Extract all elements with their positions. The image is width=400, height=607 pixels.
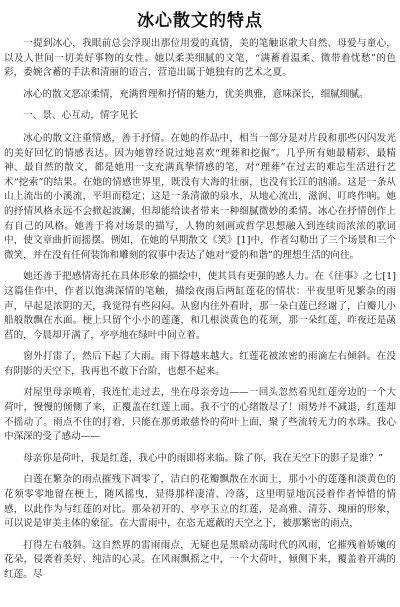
paragraph-quote: 母亲你是荷叶，我是红莲，我心中的雨即将来临。除了你，我在天空下的影子是谁？” — [23, 452, 384, 464]
article-body — [4, 37, 396, 590]
page-title: 冰心散文的特点 — [137, 11, 263, 31]
paragraph-rain: 打得左右攲斜。这自然界的雷雨雨点，无疑也是黑暗动荡时代的风雨，它摧残着娇嫩的花朵，侵袭着美好、纯洁的心灵。在风雨飘摇之中，一个大荷叶，倾侧下来，覆盖着开满的红莲。尽 — [4, 539, 396, 580]
paragraph-mother: 对屋里母亲唤着，我连忙走过去，坐在母亲旁边——一回头忽然看见红莲旁边的一个大荷叶，慢慢的倾侧了来，正覆盖在红莲上面。我不宁的心绪散尽了！雨势并不减退，红莲却不摇动了。雨点不住的打着，只能在那勇敢慈怜的荷叶上面，聚了些流转无力的水珠。我心中深深的受了感动—— — [4, 387, 396, 443]
paragraph-storm: 窗外打雷了，然后下起了大雨。雨下得越来越大。红莲花被浓密的雨滴左右倾斜。在没有阴影的天空下，我再也不敢下台阶，也想不起来。 — [4, 351, 396, 377]
paragraph-imagery: 她还善于把感情寄托在具体形象的描绘中，使其具有更强的感人力。在《往事》之七[1]这篇佳作中，作者以饱满深情的笔触，描绘夜雨后两缸莲花的情状：平夜里听见繁杂的雨声，早起是浓阴的天，我觉得有些闷闷。从窗内往外看时，那一朵白莲已经谢了，白瓣儿小船般散飘在水面。梗上只留个小小的莲蓬，和几根淡黄色的花须，那一朵红莲，昨夜还是菡萏的，今晨却开满了，亭亭地在绿叶中间立着。 — [4, 271, 396, 341]
paragraph-summary: 冰心的散文恶凉柔情，充满哲理和抒情的魅力，优美典雅，意味深长，细腻细腻。 — [23, 88, 369, 100]
paragraph-intro: 一提到冰心，我眼前总会浮现出那位用爱的真情，美的笔触讴歌大自然、母爱与童心，以及人世间一切美好事物的女性。她以柔美细腻的文笔，“满蓄着温柔、微带着忧愁”的色彩，委婉含蓄的手法和清丽的语言，营造出属于她独有的艺术之夏。 — [4, 38, 396, 79]
paragraph-lyricism: 冰心的散文注重情感，善于抒情。在她的作品中，相当一部分是对片段和那些闪闪发光的美好回忆的情感表达。因为她曾经说过她喜欢“理葬和挖掘”。几乎所有她最精彩、最精神、最自然的散文，都是她用一支充满真挚情感的笔，对“理葬”在过去的难忘生活进行艺术“挖索”的结果。在她的情感世界里，既没有大海的壮丽，也没有长江的汹涌。这是一条从山上流出的小溪流，平坦而稳定；这是一条清澈的泉水，从地心流出，滋润、叮咚作响。她的抒情风格永远不会掀起波澜，但却能给读者带来一种细腻微妙的柔情。冰心在抒情创作上有自己的风格。她善于将对场景的描写，人物的刻画或哲学思想融入到连续而浓浓的歌词中，使文章曲折而摇摆。例如，在她的早期散文《笑》[1]中，作者勾勒出了三个场景和三个微笑，并在没有任何装饰和雕刻的叙事中表达了她对“爱的和谐”的理想生活的向往。 — [4, 132, 396, 261]
paragraph-white-lotus: 白莲在繁杂的雨点摧残下凋零了，洁白的花瓣飘散在水面上，那小小的莲蓬和淡黄色的花须零零地留在梗上，随风摇曳，显得那样凄清、冷落，这里明显地沉浸着作者悼惜的情感，以此作为与红莲的对比。那朵初开的、亭亭玉立的红莲，是高雅、清芬、瑰丽的形象，可以说是审美主体的象征。在大雷雨中，在恣无遮蔽的天空之下，被那繁密的雨点， — [4, 474, 396, 530]
section-heading: 一、景、心互动，情字见长 — [23, 110, 139, 122]
